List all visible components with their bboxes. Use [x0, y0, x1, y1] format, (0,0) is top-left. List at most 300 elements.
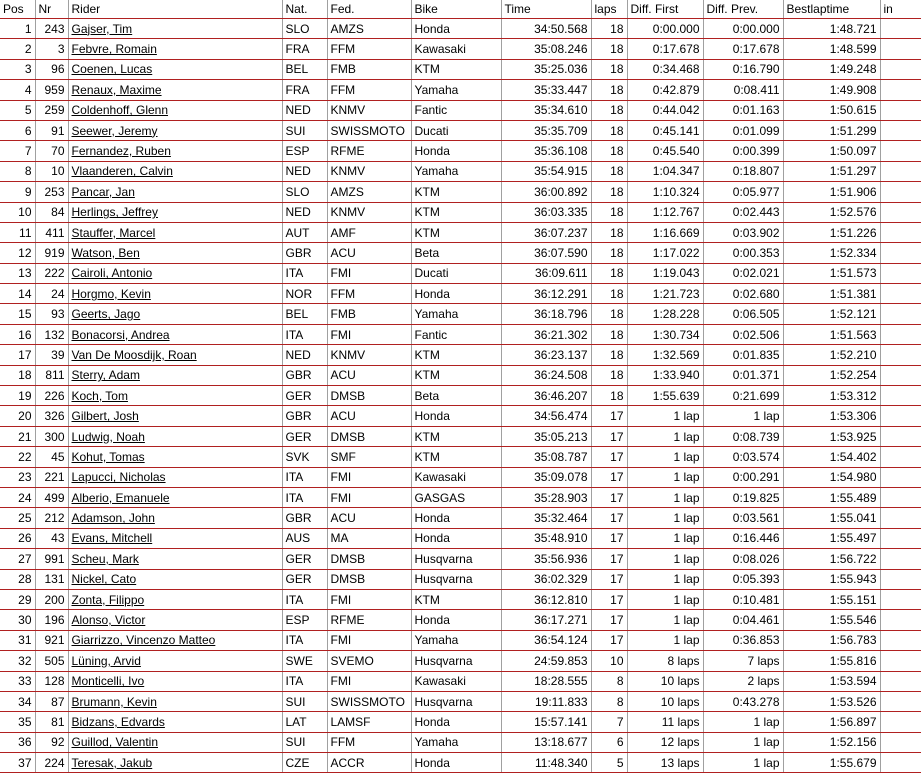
cell-rider: [68, 243, 282, 263]
cell-bike: Yamaha: [411, 304, 501, 324]
cell-nat: NED: [282, 202, 327, 222]
cell-pos: 6: [0, 120, 35, 140]
cell-pos: 23: [0, 467, 35, 487]
cell-pos: 13: [0, 263, 35, 283]
cell-time: 36:09.611: [501, 263, 591, 283]
cell-fed: LAMSF: [327, 712, 411, 732]
cell-in: [880, 712, 921, 732]
cell-bestlaptime: 1:53.312: [783, 386, 880, 406]
cell-laps: 18: [591, 80, 627, 100]
cell-pos: 24: [0, 487, 35, 507]
cell-nr: 70: [35, 141, 68, 161]
cell-bike: GASGAS: [411, 487, 501, 507]
cell-in: [880, 651, 921, 671]
cell-bestlaptime: 1:55.546: [783, 610, 880, 630]
cell-nat: FRA: [282, 80, 327, 100]
cell-rider: [68, 630, 282, 650]
rider-link[interactable]: Pancar, Jan: [71, 184, 135, 199]
cell-nr: 326: [35, 406, 68, 426]
cell-nr: 128: [35, 671, 68, 691]
cell-rider: [68, 386, 282, 406]
cell-nat: ITA: [282, 630, 327, 650]
cell-laps: 18: [591, 120, 627, 140]
cell-pos: 9: [0, 182, 35, 202]
cell-diff-first: 1:17.022: [627, 243, 703, 263]
cell-laps: 17: [591, 630, 627, 650]
rider-link[interactable]: Renaux, Maxime: [71, 82, 162, 97]
cell-bike: KTM: [411, 222, 501, 242]
cell-pos: 22: [0, 447, 35, 467]
cell-in: [880, 732, 921, 752]
cell-diff-prev: 0:02.680: [703, 284, 783, 304]
cell-nr: 43: [35, 528, 68, 548]
cell-bestlaptime: 1:55.816: [783, 651, 880, 671]
rider-link[interactable]: Teresak, Jakub: [71, 755, 153, 770]
cell-fed: SVEMO: [327, 651, 411, 671]
cell-nat: SLO: [282, 19, 327, 39]
rider-link[interactable]: Bidzans, Edvards: [71, 714, 165, 729]
cell-laps: 17: [591, 549, 627, 569]
cell-fed: FFM: [327, 284, 411, 304]
rider-link[interactable]: Scheu, Mark: [71, 551, 139, 566]
rider-link[interactable]: Sterry, Adam: [71, 368, 140, 383]
cell-in: [880, 182, 921, 202]
cell-laps: 18: [591, 324, 627, 344]
cell-fed: FMB: [327, 304, 411, 324]
cell-diff-first: 1:19.043: [627, 263, 703, 283]
cell-bestlaptime: 1:52.121: [783, 304, 880, 324]
cell-laps: 17: [591, 589, 627, 609]
cell-nr: 212: [35, 508, 68, 528]
rider-link[interactable]: Gajser, Tim: [71, 21, 133, 36]
table-row: [0, 528, 921, 548]
cell-diff-first: 8 laps: [627, 651, 703, 671]
cell-diff-prev: 0:00.291: [703, 467, 783, 487]
cell-rider: [68, 284, 282, 304]
cell-rider: [68, 691, 282, 711]
cell-diff-prev: 0:02.506: [703, 324, 783, 344]
cell-laps: 18: [591, 284, 627, 304]
cell-in: [880, 141, 921, 161]
cell-bike: Yamaha: [411, 732, 501, 752]
rider-link[interactable]: Nickel, Cato: [71, 572, 137, 587]
cell-rider: [68, 447, 282, 467]
cell-in: [880, 691, 921, 711]
rider-link[interactable]: Cairoli, Antonio: [71, 266, 153, 281]
cell-nr: 811: [35, 365, 68, 385]
rider-link[interactable]: Horgmo, Kevin: [71, 286, 151, 301]
table-row: [0, 732, 921, 752]
cell-bike: Fantic: [411, 100, 501, 120]
cell-in: [880, 487, 921, 507]
table-row: [0, 508, 921, 528]
cell-laps: 10: [591, 651, 627, 671]
table-row: [0, 39, 921, 59]
cell-in: [880, 243, 921, 263]
cell-nr: 200: [35, 589, 68, 609]
cell-bestlaptime: 1:55.041: [783, 508, 880, 528]
cell-bike: Husqvarna: [411, 651, 501, 671]
cell-nat: SWE: [282, 651, 327, 671]
header-bestlaptime: Bestlaptime: [783, 0, 880, 19]
header-laps: laps: [591, 0, 627, 19]
cell-time: 35:36.108: [501, 141, 591, 161]
cell-diff-first: 1:32.569: [627, 345, 703, 365]
cell-nr: 991: [35, 549, 68, 569]
cell-in: [880, 365, 921, 385]
cell-diff-prev: 0:43.278: [703, 691, 783, 711]
table-row: [0, 222, 921, 242]
cell-rider: [68, 222, 282, 242]
cell-bike: Honda: [411, 528, 501, 548]
cell-bike: Fantic: [411, 324, 501, 344]
rider-link[interactable]: Guillod, Valentin: [71, 735, 158, 750]
cell-pos: 33: [0, 671, 35, 691]
cell-bike: KTM: [411, 589, 501, 609]
rider-link[interactable]: Coldenhoff, Glenn: [71, 103, 169, 118]
cell-nat: GER: [282, 426, 327, 446]
cell-nr: 499: [35, 487, 68, 507]
table-row: [0, 80, 921, 100]
table-row: [0, 447, 921, 467]
table-row: [0, 324, 921, 344]
cell-laps: 17: [591, 569, 627, 589]
cell-laps: 18: [591, 365, 627, 385]
cell-nr: 222: [35, 263, 68, 283]
cell-nat: GER: [282, 569, 327, 589]
cell-laps: 17: [591, 528, 627, 548]
cell-bike: Husqvarna: [411, 569, 501, 589]
cell-nat: NOR: [282, 284, 327, 304]
cell-nr: 3: [35, 39, 68, 59]
table-row: [0, 202, 921, 222]
cell-nr: 243: [35, 19, 68, 39]
table-row: [0, 589, 921, 609]
cell-in: [880, 202, 921, 222]
cell-diff-first: 0:45.141: [627, 120, 703, 140]
cell-rider: [68, 304, 282, 324]
cell-in: [880, 284, 921, 304]
cell-fed: KNMV: [327, 100, 411, 120]
cell-pos: 8: [0, 161, 35, 181]
rider-link[interactable]: Vlaanderen, Calvin: [71, 164, 173, 179]
cell-laps: 8: [591, 671, 627, 691]
cell-rider: [68, 467, 282, 487]
cell-time: 36:17.271: [501, 610, 591, 630]
cell-nat: GER: [282, 549, 327, 569]
table-row: [0, 243, 921, 263]
cell-rider: [68, 59, 282, 79]
cell-nr: 411: [35, 222, 68, 242]
cell-nat: FRA: [282, 39, 327, 59]
cell-diff-first: 1:55.639: [627, 386, 703, 406]
cell-time: 35:08.787: [501, 447, 591, 467]
rider-link[interactable]: Lapucci, Nicholas: [71, 470, 166, 485]
rider-link[interactable]: Koch, Tom: [71, 388, 128, 403]
cell-time: 36:12.291: [501, 284, 591, 304]
cell-bike: KTM: [411, 182, 501, 202]
cell-diff-prev: 0:06.505: [703, 304, 783, 324]
cell-nr: 92: [35, 732, 68, 752]
rider-link[interactable]: Giarrizzo, Vincenzo Matteo: [71, 633, 216, 648]
cell-pos: 15: [0, 304, 35, 324]
cell-diff-first: 10 laps: [627, 691, 703, 711]
cell-pos: 16: [0, 324, 35, 344]
rider-link[interactable]: Evans, Mitchell: [71, 531, 153, 546]
cell-rider: [68, 753, 282, 773]
cell-bestlaptime: 1:53.526: [783, 691, 880, 711]
cell-nr: 253: [35, 182, 68, 202]
cell-fed: FMI: [327, 487, 411, 507]
cell-time: 36:54.124: [501, 630, 591, 650]
table-row: [0, 365, 921, 385]
cell-diff-prev: 2 laps: [703, 671, 783, 691]
cell-bike: Kawasaki: [411, 671, 501, 691]
cell-rider: [68, 202, 282, 222]
cell-diff-first: 0:34.468: [627, 59, 703, 79]
cell-diff-prev: 0:16.790: [703, 59, 783, 79]
rider-link[interactable]: Lüning, Arvid: [71, 653, 141, 668]
cell-rider: [68, 610, 282, 630]
cell-time: 35:54.915: [501, 161, 591, 181]
cell-laps: 18: [591, 100, 627, 120]
cell-time: 36:21.302: [501, 324, 591, 344]
table-row: [0, 712, 921, 732]
cell-laps: 17: [591, 508, 627, 528]
cell-laps: 17: [591, 406, 627, 426]
cell-bestlaptime: 1:49.908: [783, 80, 880, 100]
cell-rider: [68, 141, 282, 161]
rider-link[interactable]: Watson, Ben: [71, 245, 140, 260]
cell-pos: 37: [0, 753, 35, 773]
cell-nr: 81: [35, 712, 68, 732]
cell-diff-first: 1:28.228: [627, 304, 703, 324]
rider-link[interactable]: Stauffer, Marcel: [71, 225, 156, 240]
cell-bestlaptime: 1:55.943: [783, 569, 880, 589]
cell-fed: DMSB: [327, 549, 411, 569]
cell-fed: FMI: [327, 467, 411, 487]
cell-pos: 36: [0, 732, 35, 752]
cell-diff-prev: 1 lap: [703, 753, 783, 773]
cell-diff-prev: 0:16.446: [703, 528, 783, 548]
cell-diff-prev: 1 lap: [703, 712, 783, 732]
cell-in: [880, 508, 921, 528]
cell-diff-prev: 0:01.371: [703, 365, 783, 385]
table-row: [0, 753, 921, 773]
rider-link[interactable]: Van De Moosdijk, Roan: [71, 347, 197, 362]
cell-diff-prev: 0:36.853: [703, 630, 783, 650]
cell-time: 24:59.853: [501, 651, 591, 671]
cell-in: [880, 100, 921, 120]
cell-diff-first: 0:17.678: [627, 39, 703, 59]
rider-link[interactable]: Gilbert, Josh: [71, 409, 139, 424]
cell-fed: FMI: [327, 630, 411, 650]
cell-bestlaptime: 1:50.097: [783, 141, 880, 161]
rider-link[interactable]: Kohut, Tomas: [71, 449, 145, 464]
cell-pos: 1: [0, 19, 35, 39]
table-row: [0, 263, 921, 283]
cell-bestlaptime: 1:55.489: [783, 487, 880, 507]
cell-nr: 921: [35, 630, 68, 650]
cell-rider: [68, 161, 282, 181]
cell-nat: GBR: [282, 365, 327, 385]
cell-bestlaptime: 1:54.980: [783, 467, 880, 487]
cell-fed: FMI: [327, 324, 411, 344]
cell-diff-first: 1 lap: [627, 630, 703, 650]
cell-diff-first: 0:45.540: [627, 141, 703, 161]
cell-nr: 84: [35, 202, 68, 222]
cell-diff-prev: 0:08.739: [703, 426, 783, 446]
cell-diff-first: 1 lap: [627, 610, 703, 630]
cell-bike: Husqvarna: [411, 691, 501, 711]
table-row: [0, 630, 921, 650]
cell-time: 35:35.709: [501, 120, 591, 140]
cell-bestlaptime: 1:50.615: [783, 100, 880, 120]
cell-fed: AMZS: [327, 182, 411, 202]
cell-nat: SUI: [282, 120, 327, 140]
cell-nr: 91: [35, 120, 68, 140]
cell-bike: KTM: [411, 365, 501, 385]
cell-in: [880, 263, 921, 283]
cell-in: [880, 610, 921, 630]
cell-diff-prev: 0:01.099: [703, 120, 783, 140]
cell-fed: FFM: [327, 80, 411, 100]
rider-link[interactable]: Alonso, Victor: [71, 613, 146, 628]
cell-rider: [68, 651, 282, 671]
cell-bestlaptime: 1:51.573: [783, 263, 880, 283]
cell-time: 35:09.078: [501, 467, 591, 487]
cell-nr: 259: [35, 100, 68, 120]
cell-fed: RFME: [327, 141, 411, 161]
cell-in: [880, 324, 921, 344]
cell-nr: 226: [35, 386, 68, 406]
cell-nat: NED: [282, 345, 327, 365]
cell-fed: SWISSMOTO: [327, 120, 411, 140]
cell-bestlaptime: 1:49.248: [783, 59, 880, 79]
cell-time: 36:07.237: [501, 222, 591, 242]
rider-link[interactable]: Geerts, Jago: [71, 307, 141, 322]
cell-pos: 34: [0, 691, 35, 711]
cell-fed: DMSB: [327, 426, 411, 446]
cell-pos: 32: [0, 651, 35, 671]
cell-bestlaptime: 1:48.599: [783, 39, 880, 59]
cell-diff-first: 1 lap: [627, 406, 703, 426]
rider-link[interactable]: Monticelli, Ivo: [71, 674, 145, 689]
cell-diff-first: 1 lap: [627, 569, 703, 589]
cell-rider: [68, 365, 282, 385]
cell-bestlaptime: 1:52.254: [783, 365, 880, 385]
cell-laps: 17: [591, 426, 627, 446]
table-row: [0, 345, 921, 365]
table-row: [0, 161, 921, 181]
cell-pos: 14: [0, 284, 35, 304]
cell-rider: [68, 671, 282, 691]
rider-link[interactable]: Adamson, John: [71, 511, 155, 526]
cell-diff-first: 12 laps: [627, 732, 703, 752]
cell-bestlaptime: 1:55.497: [783, 528, 880, 548]
cell-diff-first: 1:21.723: [627, 284, 703, 304]
cell-diff-first: 1:16.669: [627, 222, 703, 242]
cell-fed: KNMV: [327, 161, 411, 181]
cell-in: [880, 120, 921, 140]
cell-time: 19:11.833: [501, 691, 591, 711]
cell-diff-prev: 0:08.411: [703, 80, 783, 100]
table-row: [0, 651, 921, 671]
cell-laps: 8: [591, 691, 627, 711]
cell-time: 11:48.340: [501, 753, 591, 773]
cell-diff-prev: 0:00.000: [703, 19, 783, 39]
cell-nat: SUI: [282, 691, 327, 711]
cell-bike: Honda: [411, 753, 501, 773]
cell-diff-first: 13 laps: [627, 753, 703, 773]
cell-in: [880, 528, 921, 548]
cell-laps: 6: [591, 732, 627, 752]
cell-nr: 45: [35, 447, 68, 467]
table-row: [0, 304, 921, 324]
header-row: [0, 0, 921, 19]
rider-link[interactable]: Herlings, Jeffrey: [71, 205, 158, 220]
cell-nr: 959: [35, 80, 68, 100]
cell-nr: 93: [35, 304, 68, 324]
rider-link[interactable]: Coenen, Lucas: [71, 62, 153, 77]
cell-pos: 10: [0, 202, 35, 222]
cell-bike: Honda: [411, 610, 501, 630]
rider-link[interactable]: Bonacorsi, Andrea: [71, 327, 170, 342]
cell-diff-first: 1 lap: [627, 467, 703, 487]
cell-diff-prev: 0:08.026: [703, 549, 783, 569]
cell-nat: ESP: [282, 141, 327, 161]
cell-nat: AUS: [282, 528, 327, 548]
cell-diff-first: 1:30.734: [627, 324, 703, 344]
cell-laps: 17: [591, 447, 627, 467]
cell-time: 35:32.464: [501, 508, 591, 528]
cell-nat: AUT: [282, 222, 327, 242]
cell-bike: Beta: [411, 243, 501, 263]
cell-laps: 18: [591, 39, 627, 59]
rider-link[interactable]: Brumann, Kevin: [71, 694, 157, 709]
cell-bike: Yamaha: [411, 161, 501, 181]
cell-laps: 17: [591, 610, 627, 630]
table-row: [0, 426, 921, 446]
cell-bestlaptime: 1:52.334: [783, 243, 880, 263]
cell-laps: 18: [591, 263, 627, 283]
cell-nat: ITA: [282, 324, 327, 344]
cell-time: 36:07.590: [501, 243, 591, 263]
cell-in: [880, 80, 921, 100]
cell-time: 35:05.213: [501, 426, 591, 446]
rider-link[interactable]: Alberio, Emanuele: [71, 490, 170, 505]
header-bike: Bike: [411, 0, 501, 19]
rider-link[interactable]: Fernandez, Ruben: [71, 144, 171, 159]
cell-diff-first: 1 lap: [627, 589, 703, 609]
cell-nat: NED: [282, 161, 327, 181]
cell-rider: [68, 324, 282, 344]
cell-laps: 18: [591, 222, 627, 242]
cell-diff-first: 11 laps: [627, 712, 703, 732]
rider-link[interactable]: Zonta, Filippo: [71, 592, 145, 607]
cell-diff-prev: 1 lap: [703, 732, 783, 752]
rider-link[interactable]: Febvre, Romain: [71, 42, 157, 57]
cell-bestlaptime: 1:51.381: [783, 284, 880, 304]
cell-time: 34:50.568: [501, 19, 591, 39]
rider-link[interactable]: Ludwig, Noah: [71, 429, 145, 444]
cell-rider: [68, 589, 282, 609]
header-nat: Nat.: [282, 0, 327, 19]
cell-diff-prev: 0:01.835: [703, 345, 783, 365]
rider-link[interactable]: Seewer, Jeremy: [71, 123, 158, 138]
cell-in: [880, 753, 921, 773]
cell-laps: 18: [591, 182, 627, 202]
